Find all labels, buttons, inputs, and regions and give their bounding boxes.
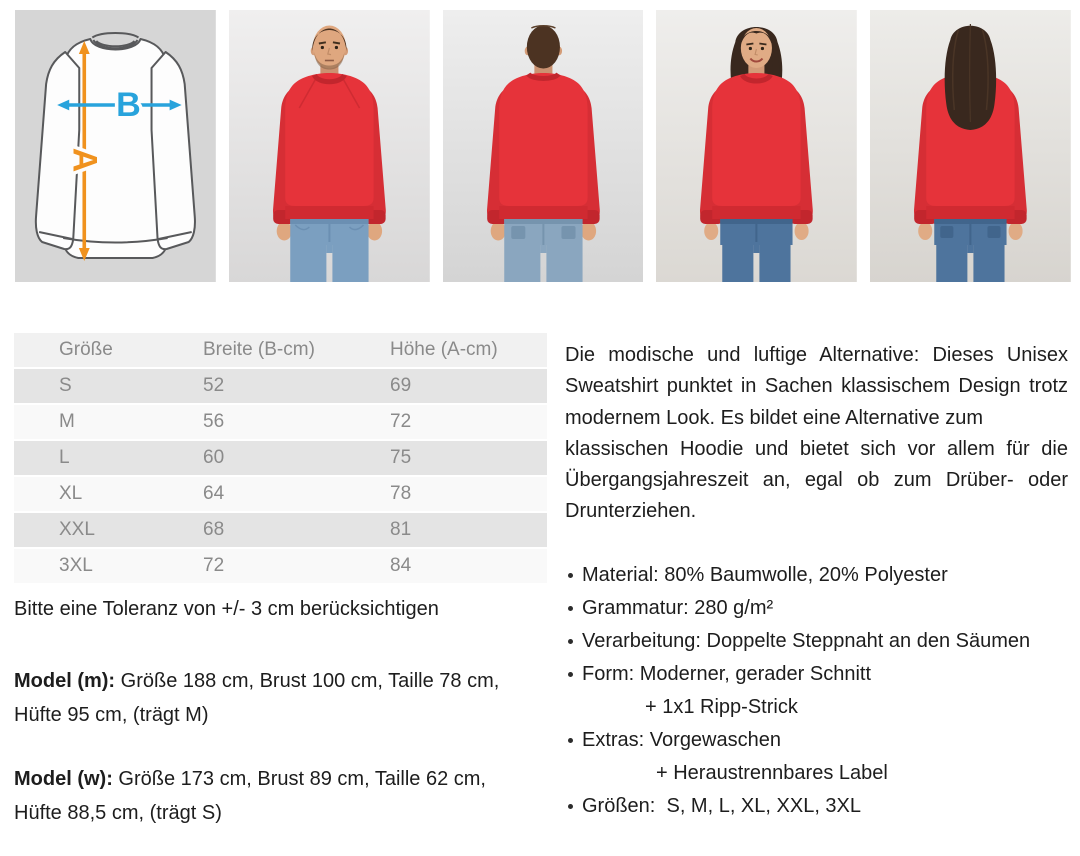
table-cell: 64 <box>190 477 380 513</box>
table-cell: M <box>14 405 190 441</box>
feature-item-groessen: Größen: S, M, L, XL, XXL, 3XL <box>565 790 1068 823</box>
size-table <box>14 333 547 585</box>
bullet-icon <box>568 639 573 644</box>
product-image-gallery <box>15 10 1071 282</box>
product-details <box>14 333 1080 830</box>
model-m-info <box>14 664 539 732</box>
model-w-info <box>14 762 539 830</box>
description-line: Die modische und luftige Alternative: Dieses Unisex <box>565 344 1068 366</box>
table-cell: 81 <box>380 513 547 549</box>
photo-model-woman-front <box>656 10 857 282</box>
bullet-icon <box>568 573 573 578</box>
table-row-xxl <box>14 513 547 549</box>
photo-model-man-front <box>229 10 430 282</box>
feature-item-form: Form: Moderner, gerader Schnitt + 1x1 Ripp-Strick <box>565 658 1068 724</box>
table-cell: 60 <box>190 441 380 477</box>
sweatshirt-measurement-diagram <box>15 10 216 282</box>
model-m-label: Model (m): <box>14 670 116 692</box>
feature-item-verarbeitung: Verarbeitung: Doppelte Steppnaht an den Säumen <box>565 625 1068 658</box>
product-info-section <box>0 10 1080 830</box>
woman-front-photo-graphic <box>656 10 857 282</box>
table-cell: 84 <box>380 549 547 585</box>
size-diagram-image <box>15 10 216 282</box>
table-cell: 69 <box>380 369 547 405</box>
diagram-label-a: A <box>65 147 104 173</box>
man-back-photo-graphic <box>443 10 644 282</box>
size-info-column <box>14 333 547 830</box>
diagram-label-b: B <box>116 86 141 124</box>
tolerance-note: Bitte eine Toleranz von +/- 3 cm berücksichtigen <box>14 598 439 620</box>
table-row-xl <box>14 477 547 513</box>
table-cell: XXL <box>14 513 190 549</box>
table-cell: 52 <box>190 369 380 405</box>
feature-list <box>565 559 1068 823</box>
feature-item-extras: Extras: Vorgewaschen + Heraustrennbares Label <box>565 724 1068 790</box>
feature-item-grammatur: Grammatur: 280 g/m² <box>565 592 1068 625</box>
description-line: klassischen Hoodie und bietet sich vor allem für die <box>565 437 1068 460</box>
photo-model-woman-back <box>870 10 1071 282</box>
woman-back-photo-graphic <box>870 10 1071 282</box>
table-cell: 78 <box>380 477 547 513</box>
col-header-width: Breite (B-cm) <box>190 333 380 369</box>
description-column <box>565 333 1068 830</box>
bullet-icon <box>568 804 573 809</box>
feature-item-form-continuation: + 1x1 Ripp-Strick <box>645 695 798 718</box>
table-cell: L <box>14 441 190 477</box>
table-cell: 72 <box>190 549 380 585</box>
table-row-s <box>14 369 547 405</box>
description-line: Sweatshirt punktet in Sachen klassischem Design trotz <box>565 375 1068 398</box>
table-cell: 68 <box>190 513 380 549</box>
table-cell: S <box>14 369 190 405</box>
table-cell: 3XL <box>14 549 190 585</box>
model-w-measurements: Größe 173 cm, Brust 89 cm, Taille 62 cm, Hüfte 88,5 cm, (trägt S) <box>14 768 486 824</box>
bullet-icon <box>568 738 573 743</box>
model-m-measurements: Größe 188 cm, Brust 100 cm, Taille 78 cm, Hüfte 95 cm, (trägt M) <box>14 670 500 726</box>
description-line: Drunterziehen. <box>565 500 697 523</box>
photo-model-man-back <box>443 10 644 282</box>
model-w-label: Model (w): <box>14 768 113 790</box>
product-description <box>565 340 1068 528</box>
man-front-photo-graphic <box>229 10 430 282</box>
table-row-m <box>14 405 547 441</box>
table-row-l <box>14 441 547 477</box>
description-line: modernem Look. Es bildet eine Alternative zum <box>565 406 983 429</box>
table-cell: XL <box>14 477 190 513</box>
col-header-size: Größe <box>14 333 190 369</box>
feature-item-material: Material: 80% Baumwolle, 20% Polyester <box>565 559 1068 592</box>
table-cell: 75 <box>380 441 547 477</box>
feature-item-extras-continuation: + Heraustrennbares Label <box>656 761 888 784</box>
table-row-3xl <box>14 549 547 585</box>
sweatshirt-outline <box>36 33 195 258</box>
table-cell: 72 <box>380 405 547 441</box>
description-line: Übergangsjahreszeit an, egal ob zum Drüber- oder <box>565 469 1068 492</box>
bullet-icon <box>568 672 573 677</box>
size-table-header-row <box>14 333 547 369</box>
table-cell: 56 <box>190 405 380 441</box>
col-header-height: Höhe (A-cm) <box>380 333 547 369</box>
bullet-icon <box>568 606 573 611</box>
